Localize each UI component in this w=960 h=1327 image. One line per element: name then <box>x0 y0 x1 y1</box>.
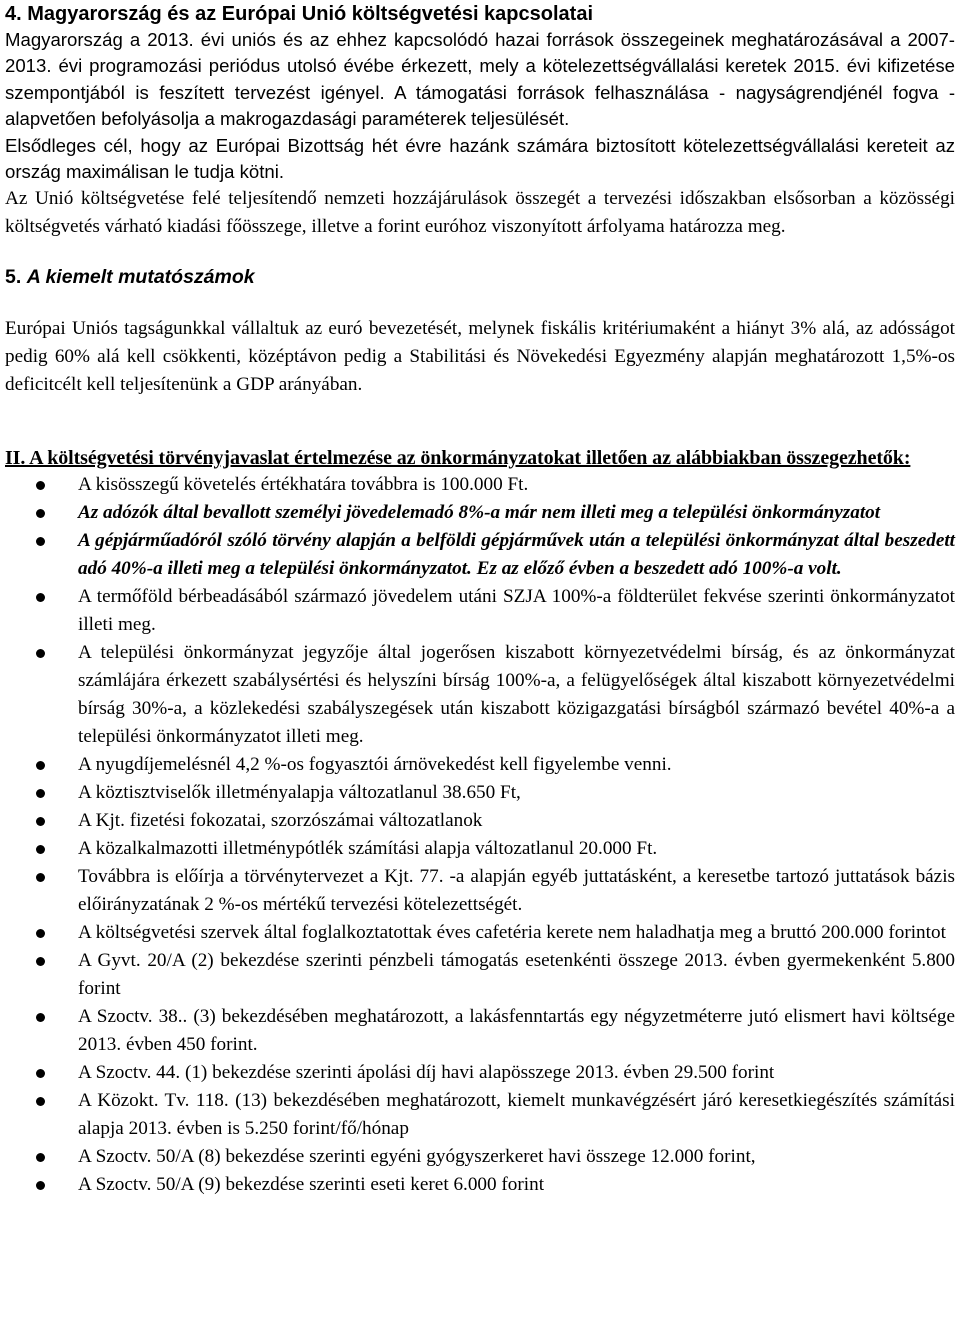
section-5-title: A kiemelt mutatószámok <box>26 266 255 289</box>
section-4-p1a: Magyarország a 2013. évi uniós és az ehhez kapcsolódó hazai források összegeinek meghatározásával a 2007-2013. évi programozási periódus utolsó évébe érkezett, mely a kötelezettségvállalási keretek 2015. évi kifizetése szempontjából is feszített tervezést igényel. <box>5 29 955 103</box>
section-4-paragraph-3: Az Unió költségvetése felé teljesítendő nemzeti hozzájárulások összegét a tervezési időszakban elsősorban a közösségi költségvetés várható kiadási főösszege, illetve a forint euróhoz viszonyított árfolyama határozza meg. <box>5 188 955 238</box>
document-page <box>5 0 955 1199</box>
list-item: A Gyvt. 20/A (2) bekezdése szerinti pénzbeli támogatás esetenkénti összege 2013. évben gyermekenként 5.800 forint <box>5 947 955 1003</box>
list-item: A költségvetési szervek által foglalkoztatottak éves cafetéria kerete nem haladhatja meg a bruttó 200.000 forintot <box>5 919 955 947</box>
list-item: A Szoctv. 50/A (9) bekezdése szerinti eseti keret 6.000 forint <box>5 1171 955 1199</box>
list-item: A Kjt. fizetési fokozatai, szorzószámai változatlanok <box>5 807 955 835</box>
section-5-number: 5. <box>5 266 22 289</box>
list-item: A Szoctv. 50/A (8) bekezdése szerinti egyéni gyógyszerkeret havi összege 12.000 forint, <box>5 1143 955 1171</box>
section-4-p1b: A támogatási források felhasználása - nagyságrendjénél fogva - alapvetően befolyásolja a makrogazdasági paraméterek teljesülését. <box>5 81 956 130</box>
bullet-list <box>5 471 955 1199</box>
list-item: A termőföld bérbeadásából származó jövedelem utáni SZJA 100%-a földterület fekvése szerinti önkormányzatot illeti meg. <box>5 583 955 639</box>
list-item: A gépjárműadóról szóló törvény alapján a belföldi gépjárművek után a települési önkormányzat által beszedett adó 40%-a illeti meg a települési önkormányzatot. Ez az előző évben a beszedett adó 100%-a volt. <box>5 527 955 583</box>
list-item: A Szoctv. 44. (1) bekezdése szerinti ápolási díj havi alapösszege 2013. évben 29.500 forint <box>5 1059 955 1087</box>
list-item: A Közokt. Tv. 118. (13) bekezdésében meghatározott, kiemelt munkavégzésért járó keresetkiegészítés számítási alapja 2013. évben is 5.250 forint/fő/hónap <box>5 1087 955 1143</box>
section-5-paragraph: Európai Uniós tagságunkkal vállaltuk az euró bevezetését, melynek fiskális kritériumaként a hiányt 3% alá, az adósságot pedig 60% alá kell csökkenti, középtávon pedig a Stabilitási és Növekedési Egyezmény alapján meghatározott 1,5%-os deficitcélt kell teljesítenünk a GDP arányában. <box>5 318 955 396</box>
list-item: A kisösszegű követelés értékhatára továbbra is 100.000 Ft. <box>5 471 955 499</box>
list-item: A közalkalmazotti illetménypótlék számítási alapja változatlanul 20.000 Ft. <box>5 835 955 863</box>
list-item: Az adózók által bevallott személyi jövedelemadó 8%-a már nem illeti meg a települési önkormányzatot <box>5 499 955 527</box>
section-4-paragraph-1 <box>5 27 955 133</box>
list-item: A települési önkormányzat jegyzője által jogerősen kiszabott környezetvédelmi bírság, és az önkormányzat számlájára érkezett szabálysértési és helyszíni bírság 100%-a, a felügyelőségek által kiszabott környezetvédelmi bírság 30%-a, a közlekedési szabályszegések után kiszabott közigazgatási bírságból származó bevétel 40%-a a települési önkormányzatot illeti meg. <box>5 639 955 751</box>
list-item: A köztisztviselők illetményalapja változatlanul 38.650 Ft, <box>5 779 955 807</box>
section-4-paragraph-2: Elsődleges cél, hogy az Európai Bizottság hét évre hazánk számára biztosított kötelezettségvállalási kereteit az ország maximálisan le tudja kötni. <box>5 134 955 183</box>
list-item: Továbbra is előírja a törvénytervezet a Kjt. 77. -a alapján egyéb juttatásként, a keresetbe tartozó juttatások bázis előirányzatának 2 %-os mértékű tervezési kötelezettségét. <box>5 863 955 919</box>
section-5-heading <box>5 264 955 290</box>
section-ii-heading: II. A költségvetési törvényjavaslat értelmezése az önkormányzatokat illetően az alábbiakban összegezhetők: <box>5 447 911 470</box>
list-item: A nyugdíjemelésnél 4,2 %-os fogyasztói árnövekedést kell figyelembe venni. <box>5 751 955 779</box>
section-4-title: 4. Magyarország és az Európai Unió költségvetési kapcsolatai <box>5 3 593 25</box>
list-item: A Szoctv. 38.. (3) bekezdésében meghatározott, a lakásfenntartás egy négyzetméterre jutó elismert havi költsége 2013. évben 450 forint. <box>5 1003 955 1059</box>
